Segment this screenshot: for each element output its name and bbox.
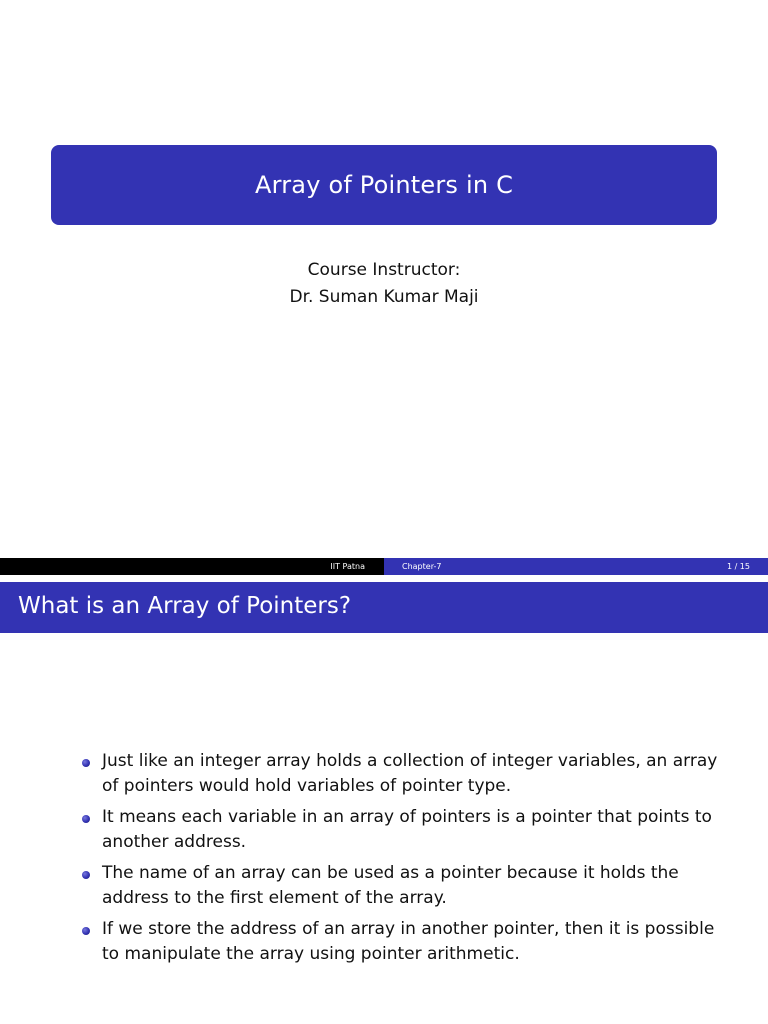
title-box [51, 145, 717, 225]
instructor-block [0, 257, 768, 311]
presentation-title: Array of Pointers in C [254, 171, 514, 199]
bullet-item [80, 805, 720, 855]
bullet-item [80, 749, 720, 799]
bullet-icon [82, 759, 90, 767]
bullet-text: It means each variable in an array of pointers is a pointer that points to another address. [102, 807, 712, 852]
instructor-name: Dr. Suman Kumar Maji [289, 287, 479, 307]
bullet-item [80, 861, 720, 911]
footer-left-panel [0, 558, 384, 575]
bullet-text: The name of an array can be used as a pointer because it holds the address to the first element of the array. [102, 863, 679, 908]
bullet-icon [82, 927, 90, 935]
frame-title-bar [0, 582, 768, 633]
frame-title: What is an Array of Pointers? [18, 593, 352, 619]
bullet-icon [82, 871, 90, 879]
footer-page-number: 1 / 15 [726, 562, 750, 571]
bullet-list [80, 749, 720, 973]
footer-institute: IIT Patna [330, 562, 365, 571]
slide-footer [0, 558, 768, 575]
instructor-label: Course Instructor: [307, 260, 461, 280]
bullet-item [80, 917, 720, 967]
bullet-text: Just like an integer array holds a collection of integer variables, an array of pointers would hold variables of pointer type. [102, 751, 718, 796]
footer-chapter: Chapter-7 [402, 562, 442, 571]
footer-right-panel [384, 558, 768, 575]
bullet-icon [82, 815, 90, 823]
bullet-text: If we store the address of an array in another pointer, then it is possible to manipulate the array using pointer arithmetic. [102, 919, 715, 964]
